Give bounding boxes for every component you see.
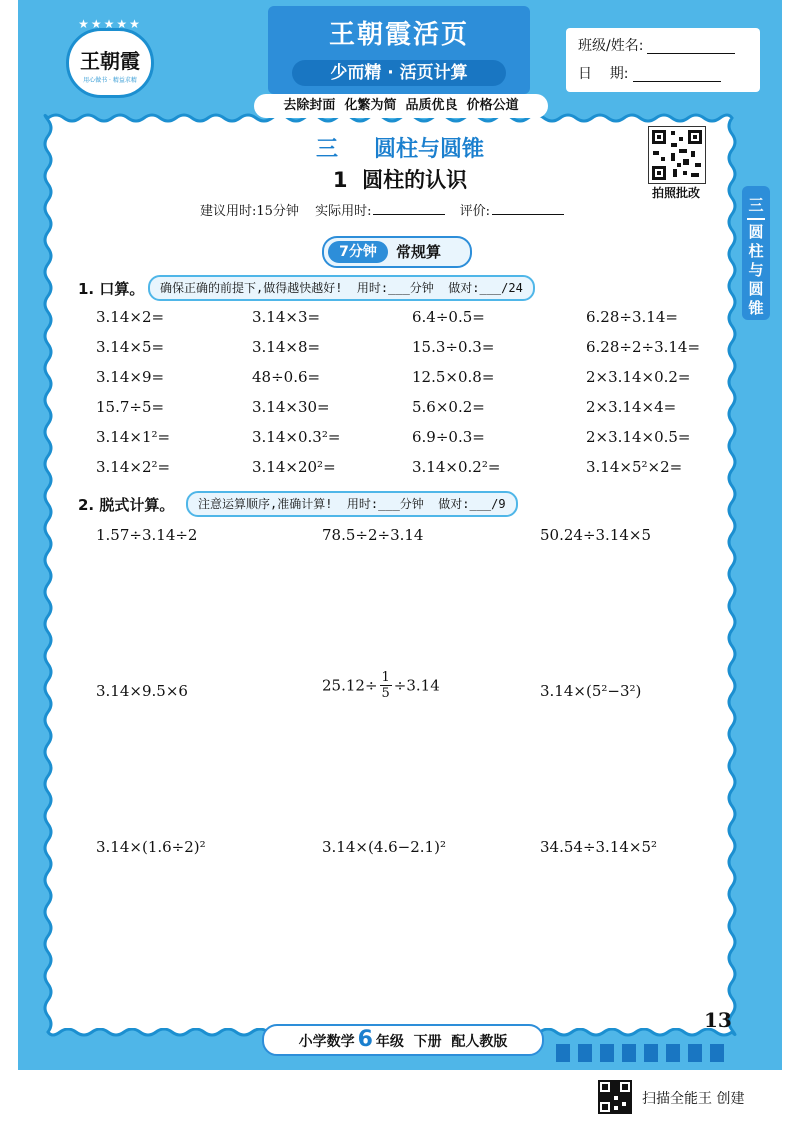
oral-calc-item: 2×3.14×4= bbox=[586, 398, 677, 416]
footer-stripe bbox=[556, 1044, 570, 1062]
oral-calc-item: 3.14×9= bbox=[96, 368, 165, 386]
book-footer-label bbox=[262, 1024, 544, 1056]
step-calc-item: 3.14×(4.6−2.1)² bbox=[322, 838, 446, 856]
step-calc-item: 3.14×(1.6÷2)² bbox=[96, 838, 206, 856]
actual-time-label: 实际用时: bbox=[315, 204, 372, 219]
date-row bbox=[578, 62, 721, 86]
oral-calc-item: 3.14×5²×2= bbox=[586, 458, 683, 476]
oral-calc-item: 3.14×20²= bbox=[252, 458, 336, 476]
footer-stripe bbox=[710, 1044, 724, 1062]
unit-name: 圆柱与圆锥 bbox=[374, 137, 485, 162]
actual-time-field[interactable] bbox=[373, 202, 445, 215]
oral-calc-item: 3.14×0.3²= bbox=[252, 428, 341, 446]
crown-icon: ★★★★★ bbox=[78, 17, 142, 31]
oral-calc-item: 3.14×3= bbox=[252, 308, 321, 326]
footer-stripe bbox=[578, 1044, 592, 1062]
fraction-numerator: 1 bbox=[381, 670, 390, 685]
footer-stripe bbox=[600, 1044, 614, 1062]
oral-calc-item: 2×3.14×0.5= bbox=[586, 428, 691, 446]
scanner-watermark bbox=[598, 1080, 778, 1114]
oral-calc-item: 6.28÷3.14= bbox=[586, 308, 678, 326]
student-info-box bbox=[566, 28, 760, 92]
unit-number: 三 bbox=[315, 137, 338, 162]
oral-calc-item: 3.14×0.2²= bbox=[412, 458, 501, 476]
step-calc-item: 3.14×9.5×6 bbox=[96, 682, 188, 700]
logo-text: 王朝霞 bbox=[80, 49, 140, 73]
qr-code-icon[interactable] bbox=[648, 126, 706, 184]
scanner-text: 扫描全能王 创建 bbox=[642, 1091, 745, 1107]
q2-heading: 2. 脱式计算。 bbox=[78, 496, 175, 514]
section-badge bbox=[322, 236, 472, 268]
evaluation-label: 评价: bbox=[459, 204, 490, 219]
qr-label: 拍照批改 bbox=[651, 186, 700, 200]
fraction bbox=[380, 670, 392, 701]
footer-grade: 年级 下册 配人教版 bbox=[375, 1034, 508, 1050]
oral-calc-item: 6.9÷0.3= bbox=[412, 428, 485, 446]
section-name: 常规算 bbox=[396, 243, 442, 261]
class-name-row bbox=[578, 34, 735, 58]
side-chapter-tab bbox=[742, 186, 770, 320]
q2-tip: 注意运算顺序,准确计算! 用时:___分钟 做对:___/9 bbox=[186, 491, 518, 517]
step-calc-item: 50.24÷3.14×5 bbox=[540, 526, 652, 544]
oral-calc-item: 3.14×30= bbox=[252, 398, 330, 416]
footer-stripe bbox=[622, 1044, 636, 1062]
class-name-label: 班级/姓名: bbox=[578, 38, 644, 54]
lesson-title: 1 圆柱的认识 bbox=[332, 168, 468, 192]
footer-stripe bbox=[688, 1044, 702, 1062]
oral-calc-item: 15.3÷0.3= bbox=[412, 338, 495, 356]
oral-calc-item: 15.7÷5= bbox=[96, 398, 165, 416]
step-calc-prefix: 25.12÷ bbox=[322, 676, 378, 695]
oral-calc-item: 2×3.14×0.2= bbox=[586, 368, 691, 386]
step-calc-item bbox=[322, 670, 440, 701]
footer-subject: 小学数学 bbox=[298, 1034, 355, 1050]
logo-subtext: 用心做书 · 精益求精 bbox=[83, 77, 137, 84]
step-calc-item: 34.54÷3.14×5² bbox=[540, 838, 658, 856]
oral-calc-item: 6.4÷0.5= bbox=[412, 308, 485, 326]
q1-heading: 1. 口算。 bbox=[78, 280, 145, 298]
oral-calc-item: 6.28÷2÷3.14= bbox=[586, 338, 701, 356]
footer-stripe bbox=[666, 1044, 680, 1062]
step-calc-item: 1.57÷3.14÷2 bbox=[96, 526, 198, 544]
scanner-qr-icon bbox=[598, 1080, 632, 1114]
fraction-denominator: 5 bbox=[381, 686, 390, 701]
side-tab-number: 三 bbox=[748, 196, 764, 214]
oral-calc-item: 48÷0.6= bbox=[252, 368, 321, 386]
q1-tip: 确保正确的前提下,做得越快越好! 用时:___分钟 做对:___/24 bbox=[148, 275, 535, 301]
date-field[interactable] bbox=[633, 67, 721, 82]
evaluation-field[interactable] bbox=[492, 202, 564, 215]
step-calc-item: 3.14×(5²−3²) bbox=[540, 682, 642, 700]
side-tab-divider bbox=[747, 218, 765, 220]
brand-subtitle: 少而精 · 活页计算 bbox=[292, 60, 506, 86]
publisher-logo bbox=[66, 17, 154, 98]
timing-line bbox=[200, 200, 574, 219]
side-tab-title: 圆柱与圆锥 bbox=[748, 223, 764, 317]
footer-grade-number: 6 bbox=[357, 1027, 373, 1052]
section-minutes: 7分钟 bbox=[328, 241, 388, 263]
oral-calc-item: 3.14×2²= bbox=[96, 458, 171, 476]
step-calc-suffix: ÷3.14 bbox=[393, 676, 440, 695]
slogan-bar: 去除封面 化繁为简 品质优良 价格公道 bbox=[254, 94, 548, 118]
page-number: 13 bbox=[704, 1008, 732, 1032]
oral-calc-item: 3.14×8= bbox=[252, 338, 321, 356]
oral-calc-item: 3.14×5= bbox=[96, 338, 165, 356]
date-label: 日 期: bbox=[578, 66, 629, 82]
oral-calc-item: 3.14×1²= bbox=[96, 428, 171, 446]
class-name-field[interactable] bbox=[647, 39, 735, 54]
oral-calc-item: 5.6×0.2= bbox=[412, 398, 485, 416]
footer-stripes bbox=[556, 1044, 726, 1062]
step-calc-item: 78.5÷2÷3.14 bbox=[322, 526, 424, 544]
oral-calc-item: 12.5×0.8= bbox=[412, 368, 495, 386]
oral-calc-item: 3.14×2= bbox=[96, 308, 165, 326]
footer-stripe bbox=[644, 1044, 658, 1062]
suggest-time: 建议用时:15分钟 bbox=[200, 204, 299, 219]
brand-title: 王朝霞活页 bbox=[328, 20, 469, 50]
brand-banner bbox=[268, 6, 530, 94]
